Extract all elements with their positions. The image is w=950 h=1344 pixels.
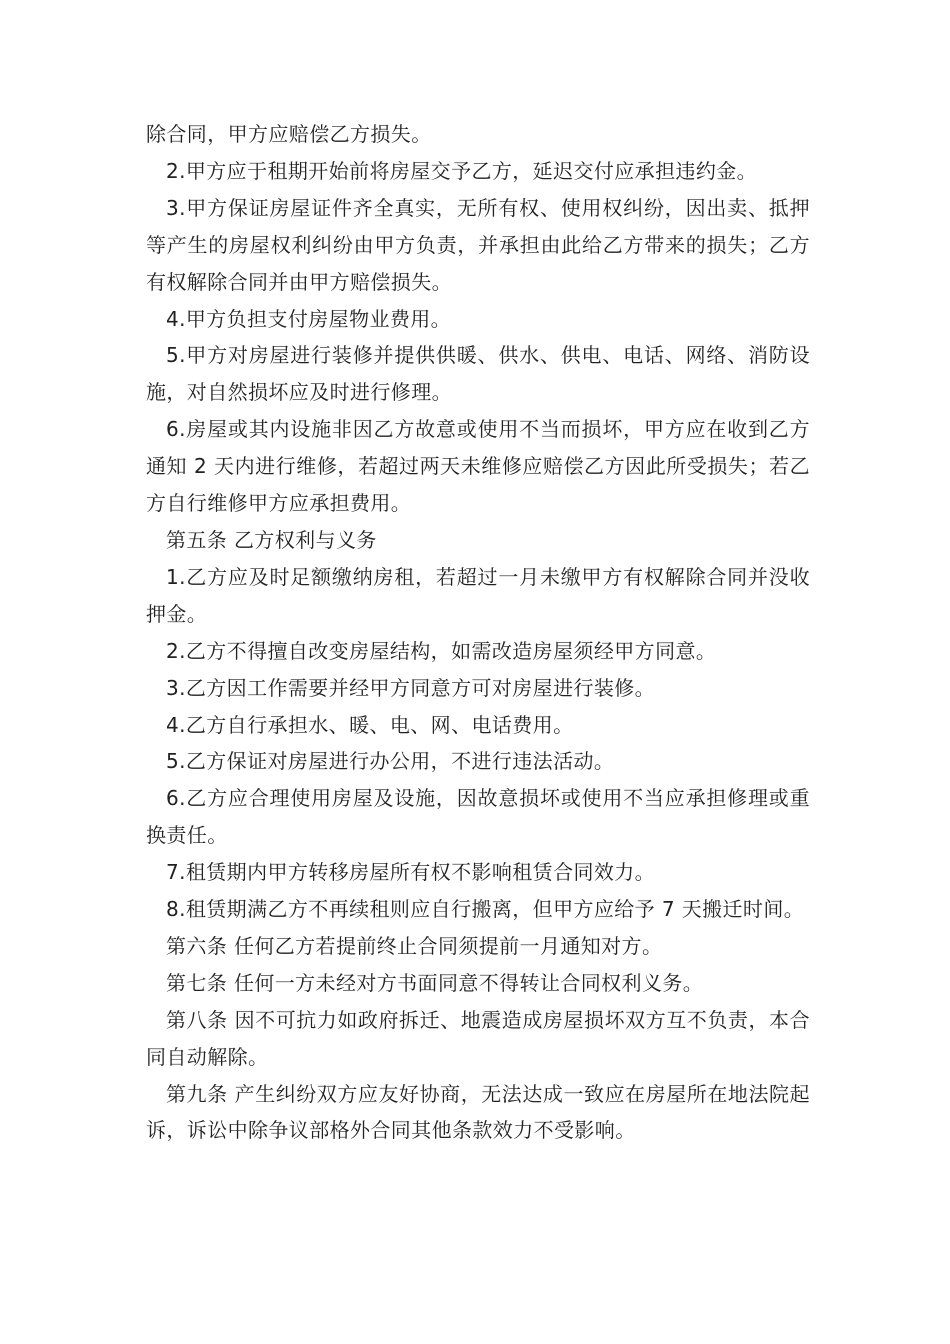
paragraph-15: 8.租赁期满乙方不再续租则应自行搬离，但甲方应给予 7 天搬迁时间。 bbox=[166, 897, 805, 922]
paragraph-14: 7.租赁期内甲方转移房屋所有权不影响租赁合同效力。 bbox=[166, 860, 656, 885]
paragraph-13: 6.乙方应合理使用房屋及设施，因故意损坏或使用不当应承担修理或重换责任。 bbox=[146, 786, 810, 848]
paragraph-6: 6.房屋或其内设施非因乙方故意或使用不当而损坏，甲方应在收到乙方通知 2 天内进行维修，若超过两天未维修应赔偿乙方因此所受损失；若乙方自行维修甲方应承担费用。 bbox=[146, 417, 810, 516]
paragraph-8: 1.乙方应及时足额缴纳房租，若超过一月未缴甲方有权解除合同并没收押金。 bbox=[146, 564, 810, 626]
paragraph-4: 4.甲方负担支付房屋物业费用。 bbox=[166, 306, 452, 331]
article-6: 第六条 任何乙方若提前终止合同须提前一月通知对方。 bbox=[166, 933, 663, 958]
paragraph-11: 4.乙方自行承担水、暖、电、网、电话费用。 bbox=[166, 712, 574, 737]
article-9: 第九条 产生纠纷双方应友好协商，无法达成一致应在房屋所在地法院起诉，诉讼中除争议部格外合同其他条款效力不受影响。 bbox=[146, 1081, 810, 1143]
paragraph-9: 2.乙方不得擅自改变房屋结构，如需改造房屋须经甲方同意。 bbox=[166, 638, 717, 663]
paragraph-3: 3.甲方保证房屋证件齐全真实，无所有权、使用权纠纷，因出卖、抵押等产生的房屋权利纠纷由甲方负责，并承担由此给乙方带来的损失；乙方有权解除合同并由甲方赔偿损失。 bbox=[146, 195, 810, 294]
document-body bbox=[146, 116, 810, 1149]
article-5-heading: 第五条 乙方权利与义务 bbox=[166, 527, 377, 552]
paragraph-5: 5.甲方对房屋进行装修并提供供暖、供水、供电、电话、网络、消防设施，对自然损坏应及时进行修理。 bbox=[146, 343, 810, 405]
paragraph-10: 3.乙方因工作需要并经甲方同意方可对房屋进行装修。 bbox=[166, 675, 656, 700]
article-8: 第八条 因不可抗力如政府拆迁、地震造成房屋损坏双方互不负责，本合同自动解除。 bbox=[146, 1007, 810, 1069]
paragraph-2: 2.甲方应于租期开始前将房屋交予乙方，延迟交付应承担违约金。 bbox=[166, 158, 758, 183]
paragraph-1: 除合同，甲方应赔偿乙方损失。 bbox=[146, 122, 432, 146]
article-7: 第七条 任何一方未经对方书面同意不得转让合同权利义务。 bbox=[166, 970, 704, 995]
paragraph-12: 5.乙方保证对房屋进行办公用，不进行违法活动。 bbox=[166, 749, 615, 774]
